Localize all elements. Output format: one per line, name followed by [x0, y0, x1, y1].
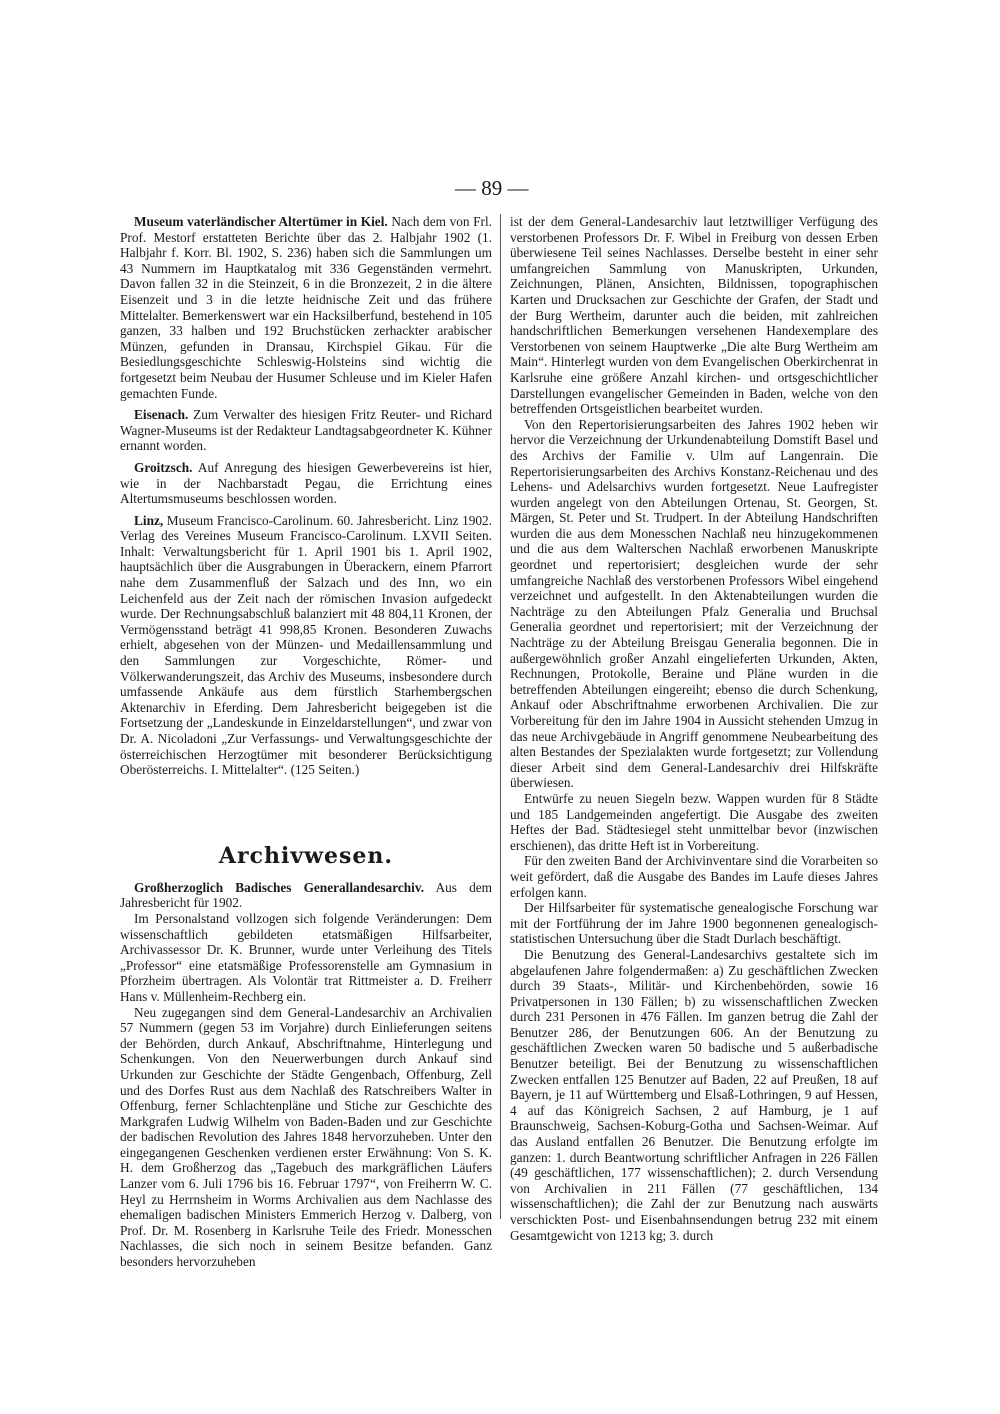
entry-heading: Groitzsch.	[134, 459, 193, 475]
entry-linz	[120, 513, 492, 778]
entry-kiel	[120, 214, 492, 401]
page-number-text: — 89 —	[455, 176, 529, 200]
entry-heading: Museum vaterländischer Altertümer in Kiel.	[134, 214, 388, 229]
section-heading: Archivwesen.	[218, 842, 394, 869]
paragraph-usage: Die Benutzung des General-Landesarchivs gestaltete sich im abgelaufenen Jahre folgendermaßen: a) Zu geschäftlichen Zwecken durch 39 Staats-, Militär- und Kirchenbehörden, sowie 16 Privatpersonen in 130 Fällen; b) zu wissenschaftlichen Zwecken durch 231 Personen in 476 Fällen. Im ganzen betrug die Zahl der Benutzer 286, der Benutzungen 606. An der Benutzung zu geschäftlichen Zwecken waren 50 badische und 5 außerbadische Benutzer beteiligt. Bei der Benutzung zu wissenschaftlichen Zwecken entfallen 125 Benutzer auf Baden, 22 auf Preußen, 18 auf Bayern, je 11 auf Württemberg und Elsaß-Lothringen, 9 auf Hessen, 4 auf das Königreich Sachsen, 2 auf Hamburg, je 1 auf Braunschweig, Sachsen-Koburg-Gotha und Sachsen-Weimar. Auf das Ausland entfallen 26 Benutzer. Die Benutzung erfolgte im ganzen: 1. durch Beantwortung schriftlicher Anfragen in 226 Fällen (49 geschäftlichen, 177 wissenschaftlichen); 2. durch Versendung von Archivalien in 211 Fällen (77 geschäftlichen, 134 wissenschaftlichen); die Zahl der zur Benutzung nach auswärts verschickten Post- und Eisenbahnsendungen betrug 232 mit einem Gesamtgewicht von 1213 kg; 3. durch	[510, 946, 878, 1243]
paragraph-inventories: Für den zweiten Band der Archivinventare sind die Vorarbeiten so weit gefördert, daß die Ausgabe des Bandes im Laufe dieses Jahres erfolgen kann.	[510, 853, 878, 900]
entry-eisenach	[120, 407, 492, 454]
entry-text: Museum Francisco-Carolinum. 60. Jahresbericht. Linz 1902. Verlag des Vereines Museum Francisco-Carolinum. LXVII Seiten. Inhalt: Verwaltungsbericht für 1. April 1901 bis 1. April 1902, hauptsächlich über die Ausgrabungen in Überackern, einem Pfarrort nahe dem Zusammenfluß der Salzach und des Inn, wo ein Leichenfeld aus der Zeit nach der römischen Invasion aufgedeckt wurde. Der Rechnungsabschluß balanziert mit 48 804,11 Kronen, der Vermögensstand beträgt 41 998,85 Kronen. Besonderen Zuwachs erhielt, abgesehen von der Münzen- und Medaillensammlung und den Sammlungen zur Vorgeschichte, Römer- und Völkerwanderungszeit, das Archiv des Museums, insbesondere durch umfassende Ankäufe aus dem fürstlich Starhembergschen Aktenarchiv in Eferding. Dem Jahresbericht beigegeben ist die Fortsetzung der „Landeskunde in Einzeldarstellungen“, und zwar von Dr. A. Nicoladoni „Zur Verfassungs- und Verwaltungsgeschichte der österreichischen Herzogtümer mit besonderer Berücksichtigung Oberösterreichs. I. Mittelalter“. (125 Seiten.)	[120, 512, 493, 778]
entry-text: Nach dem von Frl. Prof. Mestorf erstatteten Berichte über das 2. Halbjahr 1902 (1. Halbjahr f. Korr. Bl. 1902, S. 236) haben sich die Sammlungen um 43 Nummern im Hauptkatalog mit 336 Gegenständen vermehrt. Davon fallen 32 in die Steinzeit, 6 in die Bronzezeit, 2 in die ältere Eisenzeit und 3 in die letzte heidnische Zeit und das frühere Mittelalter. Bemerkenswert war ein Hacksilberfund, bestehend in 105 ganzen, 33 halben und 192 Bruchstücken zerhackter arabischer Münzen, gefunden in Dransau, Kirchspiel Gikau. Für die Besiedlungsgeschichte Schleswig-Holsteins sind wichtig die fortgesetzt beim Neubau der Husumer Schleuse und im Kieler Hafen gemachten Funde.	[120, 214, 492, 401]
entry-groitzsch	[120, 460, 492, 507]
entry-text: Auf Anregung des hiesigen Gewerbevereins ist hier, wie in der Nachbarstadt Pegau, die Errichtung eines Altertumsmuseums beschlossen worden.	[120, 459, 493, 507]
entry-baden-intro	[120, 880, 492, 911]
paragraph-seals: Entwürfe zu neuen Siegeln bezw. Wappen wurden für 8 Städte und 185 Landgemeinden angefertigt. Die Ausgabe des zweiten Heftes der Bad. Städtesiegel steht unmittelbar bevor (inzwischen erschienen), das dritte Heft ist in Vorbereitung.	[510, 790, 878, 853]
entry-text: Zum Verwalter des hiesigen Fritz Reuter- und Richard Wagner-Museums ist der Redakteur Landtagsabgeordneter K. Kühner ernannt worden.	[120, 407, 492, 454]
paragraph-wibel-bequest: ist der dem General-Landesarchiv laut letztwilliger Verfügung des verstorbenen Professors Dr. F. Wibel in Freiburg von dessen Erben überwiesene Teil seines Nachlasses. Derselbe besteht in einer sehr umfangreichen Sammlung von Manuskripten, Urkunden, Zeichnungen, Plänen, Ansichten, Bildnissen, topographischen Karten und Drucksachen zur Geschichte der Grafen, der Stadt und der Burg Wertheim, darunter auch die beiden, mit zahlreichen handschriftlichen Bemerkungen versehenen Handexemplare des Verstorbenen von seinem Hauptwerke „Die alte Burg Wertheim am Main“. Hinterlegt wurden von dem Evangelischen Oberkirchenrat in Karlsruhe eine größere Anzahl kirchen- und ortsgeschichtlicher Darstellungen evangelischer Gemeinden in Baden, welche von den betreffenden Ortsgeistlichen bearbeitet wurden.	[510, 214, 878, 417]
entry-heading: Großherzoglich Badisches Generallandesarchiv.	[134, 879, 425, 895]
entry-heading: Linz,	[134, 512, 164, 528]
paragraph-personnel: Im Personalstand vollzogen sich folgende Veränderungen: Dem wissenschaftlich gebildeten etatsmäßigen Hilfsarbeiter, Archivassessor Dr. K. Brunner, wurde unter Verleihung des Titels „Professor“ eine etatsmäßige Professorenstelle am Gymnasium in Pforzheim übertragen. Als Volontär trat Rittmeister a. D. Freiherr Hans v. Müllenheim-Rechberg ein.	[120, 910, 492, 1004]
paragraph-repertorization: Von den Repertorisierungsarbeiten des Jahres 1902 heben wir hervor die Verzeichnung der Urkundenabteilung Domstift Basel und des Archivs der Familie v. Ulm auf Langenrain. Die Repertorisierungsarbeiten des Archivs Konstanz-Reichenau und des Lehens- und Adelsarchivs wurden fortgesetzt. Neue Laufregister wurden angelegt von den Abteilungen Ortenau, St. Georgen, St. Märgen, St. Peter und St. Trudpert. In der Abteilung Handschriften wurden die aus dem Monesschen Nachlaß neu hinzugekommenen und die aus dem Walterschen Nachlaß erworbenen Manuskripte geordnet und repertorisiert; desgleichen wurde der sehr umfangreiche Nachlaß des verstorbenen Professors Wibel eingehend verzeichnet und aufgestellt. In den Aktenabteilungen wurden die Nachträge zu den Abteilungen Pfalz Generalia und Bruchsal Generalia geordnet und repertorisiert; mit der Verzeichnung der Nachträge zu der Abteilung Breisgau Generalia begonnen. Die in außergewöhnlich großer Anzahl eingelieferten Urkunden, Akten, Rechnungen, Protokolle, Beraine und Pläne wurden in die betreffenden Abteilungen eingereiht; ebenso die durch Schenkung, Ankauf oder Abschriftnahme erworbenen Archivalien. Die zur Vorbereitung für den im Jahre 1904 in Aussicht stehenden Umzug in das neue Archivgebäude in Angriff genommene Neubearbeitung des alten Bestandes der Spezialakten wurde fortgesetzt; zur Vollendung dieser Arbeit sind dem General-Landesarchiv drei Hilfskräfte überwiesen.	[510, 416, 878, 791]
paragraph-genealogy: Der Hilfsarbeiter für systematische genealogische Forschung war mit der Fortführung der im Jahre 1900 begonnenen genealogisch-statistischen Untersuchung über die Stadt Durlach beschäftigt.	[510, 900, 878, 947]
entry-heading: Eisenach.	[134, 407, 189, 423]
left-column	[120, 214, 492, 1270]
entry-text: Aus dem Jahresbericht für 1902.	[120, 879, 492, 911]
paragraph-acquisitions: Neu zugegangen sind dem General-Landesarchiv an Archivalien 57 Nummern (gegen 53 im Vorjahre) durch Einlieferungen seitens der Behörden, durch Ankauf, Abschriftnahme, Hinterlegung und Schenkungen. Von den Neuerwerbungen durch Ankauf sind Urkunden zur Geschichte der Städte Gengenbach, Offenburg, Zell und des Dorfes Rust aus dem Nachlaß des Ratschreibers Walter in Offenburg, ferner Schlachtenpläne und Stiche zur Geschichte des Markgrafen Ludwig Wilhelm von Baden-Baden und zur Geschichte der badischen Revolution des Jahres 1848 hervorzuheben. Unter den eingegangenen Geschenken verdienen erster Erwähnung: Von S. K. H. dem Großherzog das „Tagebuch des markgräflichen Läufers Lanzer vom 6. Juli 1796 bis 16. Februar 1797“, von Freiherrn W. C. Heyl zu Herrnsheim in Worms Archivalien aus dem Nachlasse des ehemaligen badischen Ministers Emmerich Herzog v. Dalberg, von Prof. Dr. M. Rosenberg in Karlsruhe Teile des Friedr. Monesschen Nachlasses, die sich noch in seinem Besitze befanden. Ganz besonders hervorzuheben	[120, 1004, 492, 1270]
column-divider	[500, 214, 501, 1219]
right-column	[510, 214, 878, 1243]
